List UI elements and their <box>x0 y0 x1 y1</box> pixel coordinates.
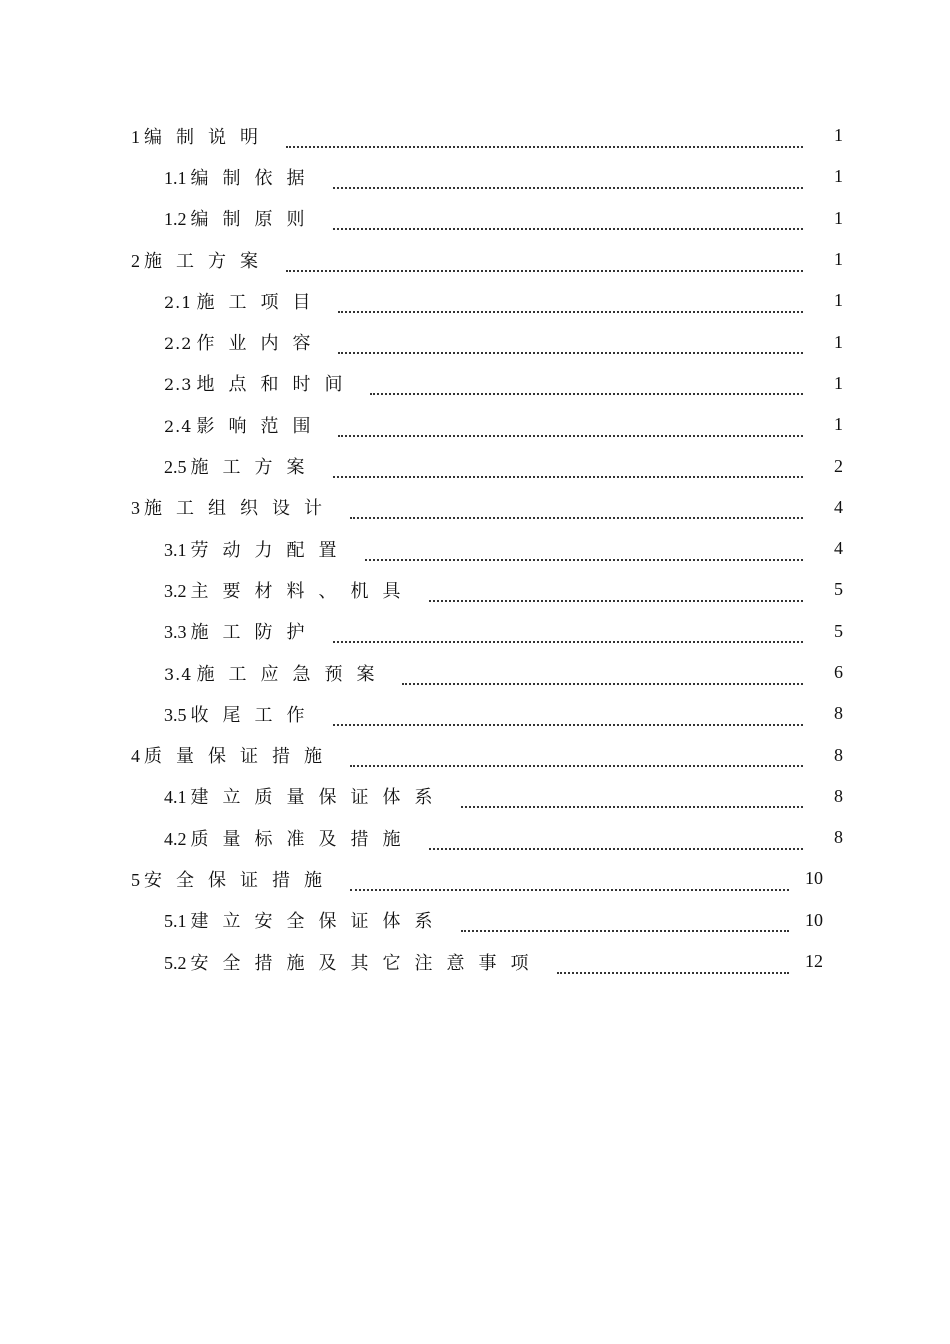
toc-entry-label <box>164 329 338 355</box>
toc-entry-title: 编制原则 <box>190 209 319 231</box>
toc-entry-page: 10 <box>805 909 823 930</box>
toc-entry-page: 8 <box>834 827 843 848</box>
toc-entry-number: 2.1 <box>164 292 193 312</box>
toc-entry-number: 3.4 <box>164 664 193 684</box>
toc-entry-number: 1 <box>131 126 140 147</box>
toc-entry-label <box>164 949 557 975</box>
toc-entry-page: 12 <box>805 951 823 972</box>
toc-entry-number: 5.1 <box>164 911 187 932</box>
toc-entry-number: 1.2 <box>164 209 187 230</box>
dot-leader <box>557 954 790 974</box>
toc-entry[interactable] <box>131 239 843 280</box>
toc-entry-number: 3.1 <box>164 539 187 560</box>
dot-leader <box>333 623 804 643</box>
toc-entry-label <box>164 825 429 851</box>
toc-entry-label <box>164 660 402 686</box>
toc-entry-title: 地点和时间 <box>196 374 357 396</box>
toc-entry-label <box>164 577 429 603</box>
toc-entry-label <box>164 536 365 562</box>
toc-entry-label <box>131 866 350 892</box>
toc-entry-number: 2.2 <box>164 334 193 354</box>
toc-entry[interactable] <box>131 363 843 404</box>
dot-leader <box>338 293 803 313</box>
toc-entry-title: 施工项目 <box>196 291 325 313</box>
toc-entry[interactable] <box>131 693 843 734</box>
toc-entry-label <box>164 618 333 644</box>
toc-entry-title: 编制说明 <box>144 126 272 148</box>
toc-entry-title: 施工组织设计 <box>144 498 336 520</box>
dot-leader <box>333 169 804 189</box>
toc-entry-label <box>164 453 333 479</box>
toc-entry-page: 2 <box>834 455 843 476</box>
dot-leader <box>350 747 803 767</box>
toc-entry-page: 8 <box>834 744 843 765</box>
toc-entry-number: 3.2 <box>164 580 187 601</box>
dot-leader <box>402 665 803 685</box>
toc-entry-title: 主要材料、机具 <box>190 580 415 602</box>
toc-entry-label <box>164 701 333 727</box>
toc-entry-number: 5 <box>131 869 140 890</box>
dot-leader <box>370 375 803 395</box>
toc-entry-label <box>164 288 338 314</box>
toc-entry-title: 安全保证措施 <box>144 869 336 891</box>
toc-entry-label <box>131 123 286 149</box>
toc-entry[interactable] <box>131 404 843 445</box>
toc-entry-page: 4 <box>834 496 843 517</box>
toc-entry[interactable] <box>131 941 843 982</box>
toc-entry[interactable] <box>131 115 843 156</box>
dot-leader <box>333 458 804 478</box>
toc-entry-number: 4.2 <box>164 828 187 849</box>
toc-entry[interactable] <box>131 528 843 569</box>
toc-entry-page: 6 <box>834 662 843 682</box>
toc-entry-page: 4 <box>834 538 843 559</box>
dot-leader <box>333 706 804 726</box>
toc-entry-number: 2.5 <box>164 457 187 478</box>
toc-entry-title: 施工应急预案 <box>196 663 389 685</box>
toc-entry[interactable] <box>131 900 843 941</box>
toc-entry-number: 4.1 <box>164 787 187 808</box>
toc-entry-label <box>164 907 461 933</box>
toc-entry[interactable] <box>131 817 843 858</box>
toc-entry-title: 劳动力配置 <box>190 539 351 561</box>
toc-entry-label <box>164 205 333 231</box>
dot-leader <box>429 830 804 850</box>
toc-entry-page: 1 <box>834 249 843 270</box>
toc-entry[interactable] <box>131 445 843 486</box>
toc-entry[interactable] <box>131 858 843 899</box>
toc-entry[interactable] <box>131 734 843 775</box>
dot-leader <box>461 788 804 808</box>
toc-entry[interactable] <box>131 569 843 610</box>
toc-entry-label <box>131 742 350 768</box>
toc-entry[interactable] <box>131 198 843 239</box>
toc-entry-page: 1 <box>834 125 843 146</box>
dot-leader <box>286 252 803 272</box>
toc-entry-label <box>131 247 286 273</box>
toc-entry-title: 建立安全保证体系 <box>190 911 447 933</box>
toc-entry-page: 1 <box>834 414 843 435</box>
dot-leader <box>338 334 803 354</box>
toc-entry-label <box>131 494 350 520</box>
dot-leader <box>461 912 790 932</box>
toc-entry-page: 8 <box>834 785 843 806</box>
toc-entry[interactable] <box>131 156 843 197</box>
toc-entry-title: 质量标准及措施 <box>190 828 415 850</box>
dot-leader <box>333 210 804 230</box>
dot-leader <box>429 582 804 602</box>
toc-entry-page: 5 <box>834 579 843 600</box>
toc-entry[interactable] <box>131 321 843 362</box>
table-of-contents <box>131 115 843 982</box>
toc-entry-label <box>164 370 370 396</box>
toc-entry[interactable] <box>131 652 843 693</box>
toc-entry-title: 影响范围 <box>196 415 325 437</box>
toc-entry-page: 1 <box>834 207 843 228</box>
toc-entry-number: 3.5 <box>164 704 187 725</box>
toc-entry-title: 作业内容 <box>196 333 325 355</box>
toc-entry-number: 3 <box>131 498 140 519</box>
dot-leader <box>365 541 804 561</box>
toc-entry-title: 建立质量保证体系 <box>190 787 447 809</box>
toc-entry-number: 5.2 <box>164 952 187 973</box>
toc-entry-title: 施工方案 <box>190 457 319 479</box>
toc-entry[interactable] <box>131 487 843 528</box>
toc-entry[interactable] <box>131 280 843 321</box>
toc-entry-page: 5 <box>834 620 843 641</box>
toc-entry-title: 施工方案 <box>144 250 272 272</box>
toc-entry-title: 收尾工作 <box>190 704 319 726</box>
toc-entry-number: 4 <box>131 746 140 767</box>
toc-entry-number: 1.1 <box>164 167 187 188</box>
dot-leader <box>350 499 803 519</box>
dot-leader <box>338 417 803 437</box>
toc-entry-number: 2.4 <box>164 416 193 436</box>
toc-entry-page: 1 <box>834 290 843 311</box>
toc-entry-title: 安全措施及其它注意事项 <box>190 952 543 974</box>
toc-entry-page: 1 <box>834 372 843 393</box>
toc-entry-number: 2 <box>131 250 140 271</box>
toc-entry-page: 10 <box>805 868 823 889</box>
dot-leader <box>286 128 803 148</box>
toc-entry-title: 质量保证措施 <box>144 746 336 768</box>
toc-entry-page: 1 <box>834 331 843 352</box>
toc-entry-title: 编制依据 <box>190 167 319 189</box>
toc-entry-number: 2.3 <box>164 375 193 395</box>
toc-entry[interactable] <box>131 776 843 817</box>
toc-entry-number: 3.3 <box>164 622 187 643</box>
toc-entry-page: 8 <box>834 703 843 724</box>
toc-entry-label <box>164 783 461 809</box>
toc-entry[interactable] <box>131 611 843 652</box>
toc-entry-title: 施工防护 <box>190 622 319 644</box>
toc-entry-page: 1 <box>834 166 843 187</box>
dot-leader <box>350 871 789 891</box>
toc-entry-label <box>164 164 333 190</box>
toc-entry-label <box>164 412 338 438</box>
